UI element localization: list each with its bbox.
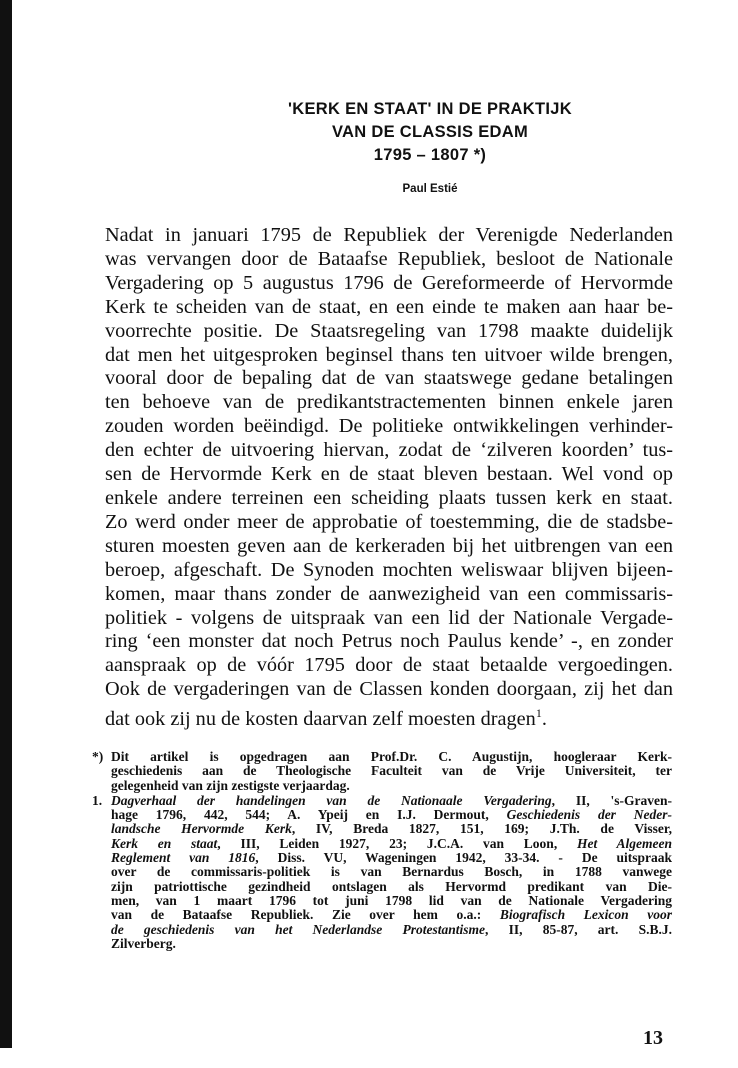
body-line xyxy=(105,463,673,487)
body-line xyxy=(105,367,673,391)
footnote-line: Zilverberg. xyxy=(110,935,176,951)
body-line xyxy=(105,391,673,415)
body-line xyxy=(105,439,673,463)
body-end: . xyxy=(541,707,547,730)
body-line xyxy=(105,630,673,654)
body-line xyxy=(105,248,673,272)
body-line xyxy=(105,320,673,344)
footnote-line: geschiedenis aan de Theologische Faculteit van de Vrije Universiteit, ter xyxy=(110,763,672,779)
body-line-text: Nadat in januari 1795 de Republiek der Verenigde Nederlanden xyxy=(105,224,673,246)
body-line-text: Zo werd onder meer de approbatie of toestemming, die de stadsbe- xyxy=(105,510,673,533)
footnote-line: Kerk en staat, III, Leiden 1927, 23; J.C.A. van Loon, Het Algemeen xyxy=(110,835,673,851)
body-line xyxy=(105,224,673,248)
body-line-text: vooral door de bepaling dat de van staatswege gedane betalingen xyxy=(105,367,673,390)
title-line-1: 'KERK EN STAAT' IN DE PRAKTIJK xyxy=(288,100,572,118)
body-line-text: politiek - volgens de uitspraak van een lid der Nationale Vergade- xyxy=(105,606,673,629)
footnote-line: Dit artikel is opgedragen aan Prof.Dr. C. Augustijn, hoogleraar Kerk- xyxy=(110,749,672,764)
footnote-line: de geschiedenis van het Nederlandse Protestantisme, II, 85-87, art. S.B.J. xyxy=(110,921,672,937)
footnote-line: over de commissaris-politiek is van Bernardus Bosch, in 1788 vanwege xyxy=(110,864,672,880)
body-line-text: den echter de uitvoering hiervan, zodat de ‘zilveren koorden’ tus- xyxy=(105,439,673,462)
title-line-2: VAN DE CLASSIS EDAM xyxy=(331,123,529,141)
title-line-3: 1795 – 1807 *) xyxy=(373,146,487,164)
body-line-text: was vervangen door de Bataafse Republiek, besloot de Nationale xyxy=(105,247,673,270)
footnotes xyxy=(92,750,672,952)
footnote-line: zijn patriottische gezindheid ontslagen als Hervormd predikant van Die- xyxy=(110,878,672,894)
footnote-line: men, van 1 maart 1796 tot juni 1798 lid van de Nationale Vergadering xyxy=(110,892,672,908)
body-line xyxy=(105,487,673,511)
footnote xyxy=(92,794,672,951)
body-line-text: voorrechte positie. De Staatsregeling van 1798 maakte duidelijk xyxy=(105,319,673,342)
body-line xyxy=(105,583,673,607)
body-line-text: komen, maar thans zonder de aanwezigheid van een commissaris- xyxy=(105,582,673,605)
footnote-line: Dagverhaal der handelingen van de Nationaale Vergadering, II, 's-Graven- xyxy=(110,792,672,808)
body-line xyxy=(105,296,673,320)
body-line xyxy=(105,272,673,296)
footnote-ref[interactable]: 1 xyxy=(535,706,542,721)
scan-edge xyxy=(0,0,12,1048)
footnote-line: van de Bataafse Republiek. Zie over hem o.a.: Biografisch Lexicon voor xyxy=(110,907,673,923)
body-line xyxy=(105,607,673,631)
footnote xyxy=(92,750,672,793)
footnote-line: hage 1796, 442, 544; A. Ypeij en I.J. Dermout, Geschiedenis der Neder- xyxy=(110,807,672,823)
body-line-text: Vergadering op 5 augustus 1796 de Gereformeerde of Hervormde xyxy=(105,271,673,294)
body-line xyxy=(105,559,673,583)
body-line-text: Kerk te scheiden van de staat, en een einde te maken aan haar be- xyxy=(105,295,673,318)
body-line-text: enkele andere terreinen een scheiding plaats tussen kerk en staat. xyxy=(105,486,673,509)
footnote-marker: 1. xyxy=(92,792,103,808)
body-line xyxy=(105,702,673,732)
body-line-text: beroep, afgeschaft. De Synoden mochten weliswaar blijven bijeen- xyxy=(105,558,673,581)
body-line-text: sturen moesten geven aan de kerkeraden bij het uitbrengen van een xyxy=(105,534,673,557)
body-line-text: sen de Hervormde Kerk en de staat bleven bestaan. Wel vond op xyxy=(105,463,673,486)
body-line-text: ten behoeve van de predikantstractementen binnen enkele jaren xyxy=(105,391,673,414)
body-line xyxy=(105,415,673,439)
body-text xyxy=(105,224,673,732)
page-number: 13 xyxy=(643,1027,663,1049)
footnote-marker: *) xyxy=(92,749,104,764)
body-line xyxy=(105,535,673,559)
author: Paul Estié xyxy=(402,183,458,195)
body-line-text: Ook de vergaderingen van de Classen konden doorgaan, zij het dan xyxy=(105,678,673,701)
body-line xyxy=(105,654,673,678)
footnote-line: gelegenheid van zijn zestigste verjaardag. xyxy=(110,777,350,793)
body-line-text: aanspraak op de vóór 1795 door de staat betaalde vergoedingen. xyxy=(105,654,673,677)
body-line-text: ring ‘een monster dat noch Petrus noch Paulus kende’ -, en zonder xyxy=(105,630,673,653)
footnote-line: landsche Hervormde Kerk, IV, Breda 1827, 151, 169; J.Th. de Visser, xyxy=(110,821,672,837)
footnote-line: Reglement van 1816, Diss. VU, Wageningen 1942, 33-34. - De uitspraak xyxy=(110,850,673,866)
body-line xyxy=(105,678,673,702)
body-line-text: zouden worden beëindigd. De politieke ontwikkelingen verhinder- xyxy=(105,415,673,438)
body-line xyxy=(105,344,673,368)
body-line xyxy=(105,511,673,535)
body-line-text: dat ook zij nu de kosten daarvan zelf moesten dragen xyxy=(105,707,536,730)
body-line-text: dat men het uitgesproken beginsel thans ten uitvoer wilde brengen, xyxy=(105,343,673,366)
